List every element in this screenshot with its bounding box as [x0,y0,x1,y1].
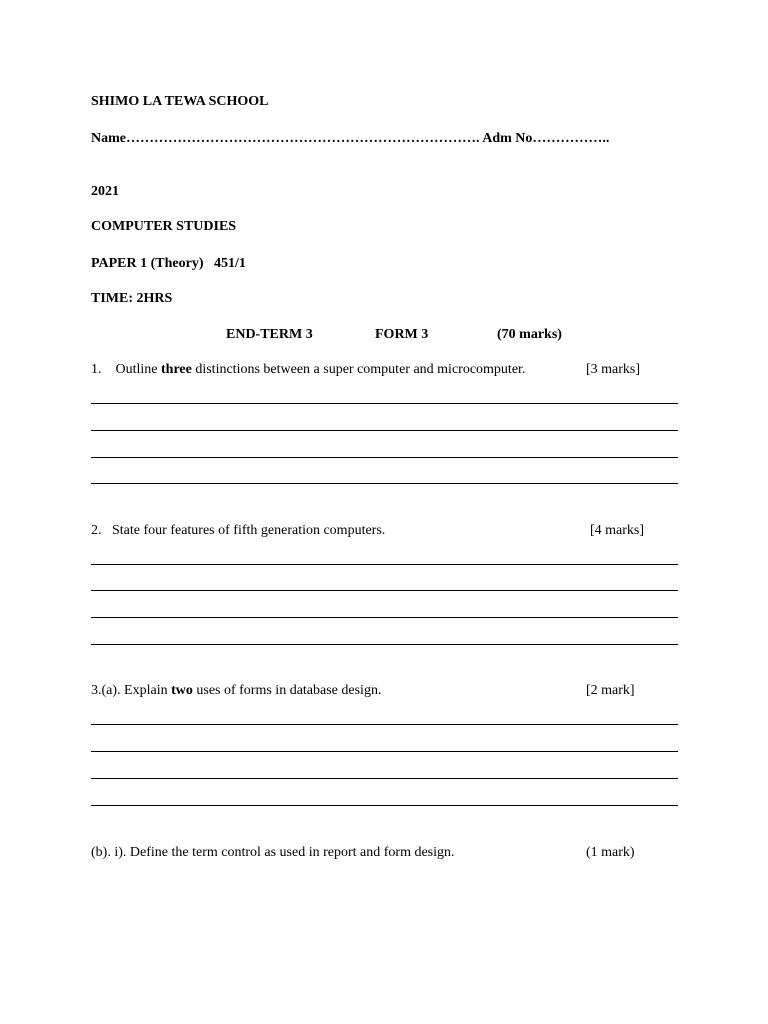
question-text: Outline [115,362,161,377]
question-text: Define the term control as used in report and form design. [129,845,455,860]
answer-line[interactable] [91,403,678,404]
question-2 [91,522,385,540]
adm-no-field-label: Adm No…………….. [482,131,610,146]
answer-line[interactable] [91,751,678,752]
question-1-marks: [3 marks] [586,362,641,377]
exam-term: END-TERM 3 [226,327,313,342]
question-number: 1. [91,362,102,377]
school-name: SHIMO LA TEWA SCHOOL [91,94,269,109]
answer-line[interactable] [91,724,678,725]
exam-time: TIME: 2HRS [91,291,173,306]
question-3b-marks: (1 mark) [586,845,635,860]
total-marks: (70 marks) [497,327,562,342]
question-1 [91,361,525,379]
question-number: 3.(a). [91,683,121,698]
question-emphasis: two [171,683,193,698]
question-emphasis: three [161,362,192,377]
question-text: State four features of fifth generation computers. [112,523,386,538]
question-number: 2. [91,523,102,538]
exam-form: FORM 3 [375,327,429,342]
answer-line[interactable] [91,644,678,645]
question-3a-marks: [2 mark] [586,683,635,698]
name-field-label: Name…………………………………………………………………. [91,131,480,146]
exam-year: 2021 [91,184,119,199]
answer-line[interactable] [91,457,678,458]
question-3a [91,682,381,700]
question-2-marks: [4 marks] [590,523,645,538]
answer-line[interactable] [91,483,678,484]
answer-line[interactable] [91,564,678,565]
answer-line[interactable] [91,590,678,591]
paper-title: PAPER 1 (Theory) 451/1 [91,256,246,271]
answer-line[interactable] [91,778,678,779]
question-text: uses of forms in database design. [192,683,382,698]
student-details [91,130,609,148]
question-number: (b). i). [91,845,127,860]
question-text: Explain [124,683,172,698]
subject-title: COMPUTER STUDIES [91,219,237,234]
answer-line[interactable] [91,617,678,618]
question-3b [91,844,455,862]
answer-line[interactable] [91,805,678,806]
question-text: distinctions between a super computer and microcomputer. [191,362,526,377]
answer-line[interactable] [91,430,678,431]
